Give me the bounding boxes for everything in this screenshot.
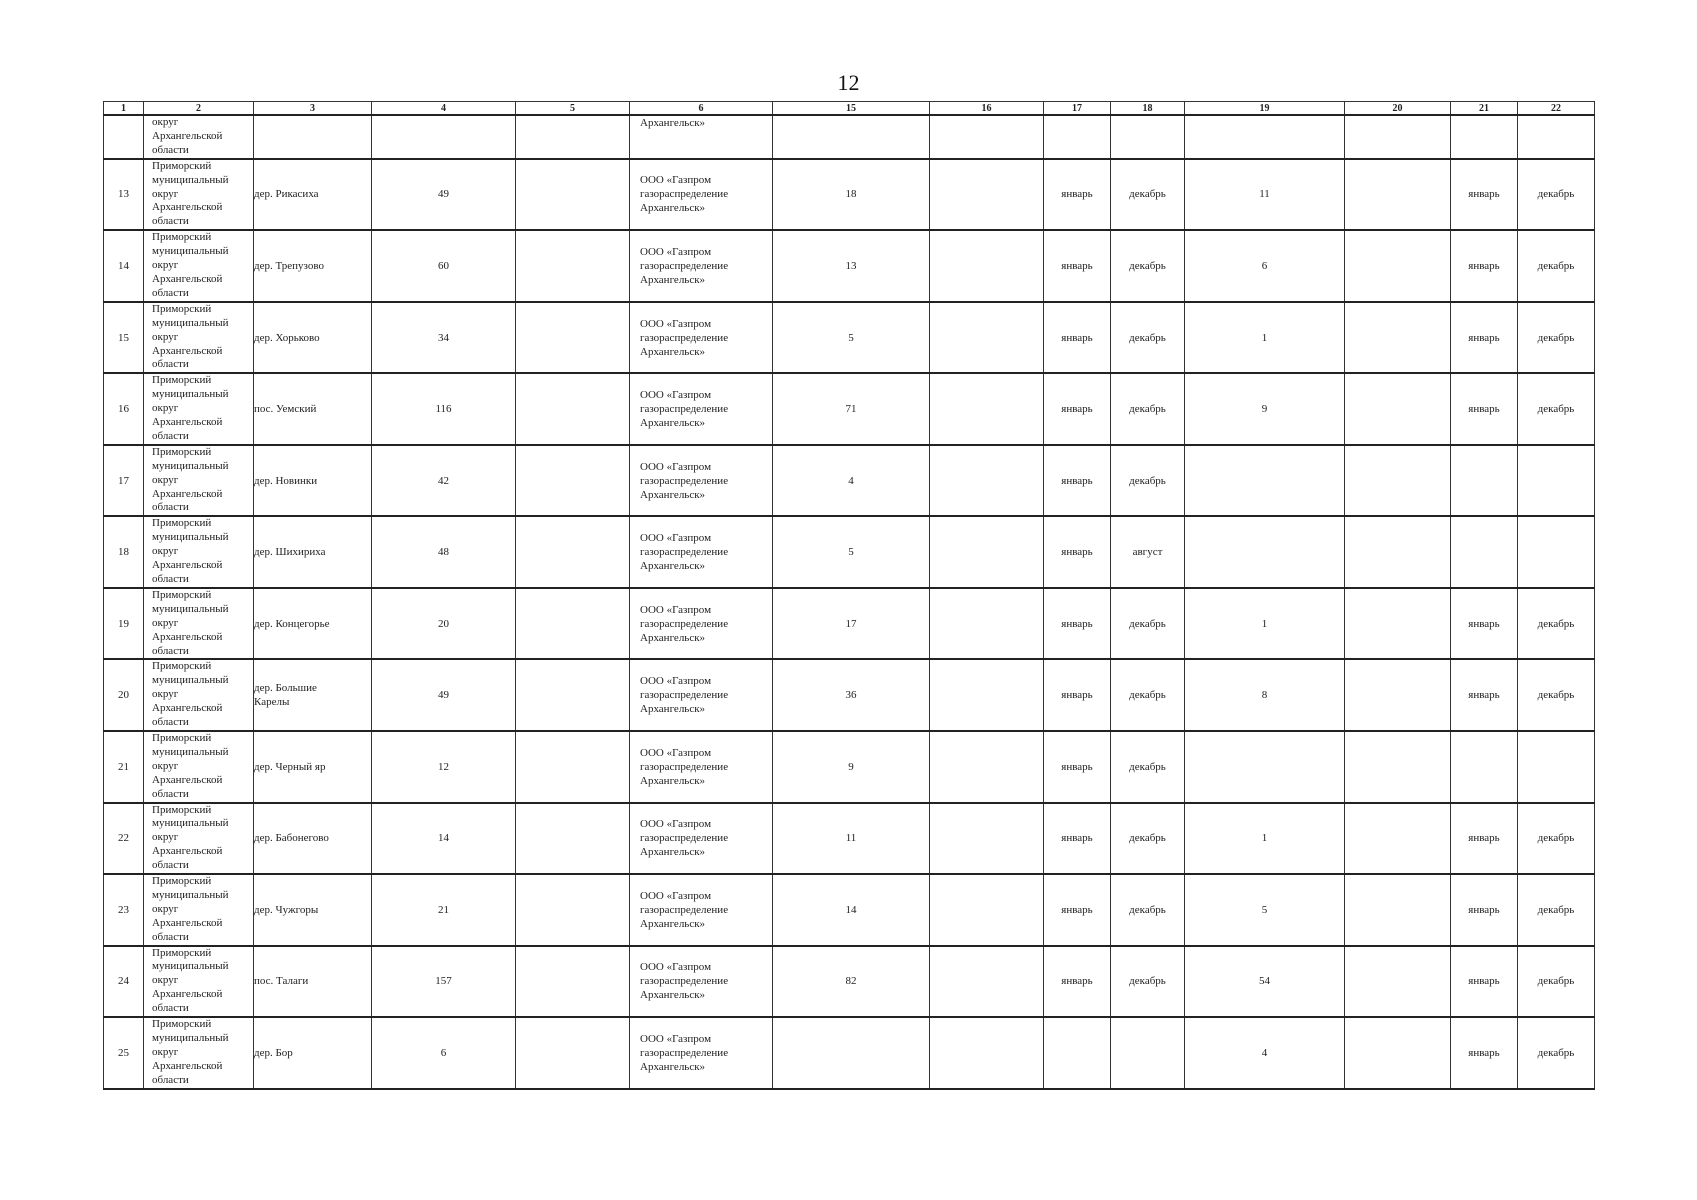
table-row [104, 946, 1595, 1018]
cell-row-number: 22 [104, 803, 144, 875]
cell-col19 [1185, 731, 1345, 803]
cell-col16 [930, 803, 1044, 875]
cell-col19: 6 [1185, 230, 1345, 302]
cell-settlement [254, 302, 372, 374]
cell-start-month: январь [1044, 874, 1111, 946]
cell-col19: 1 [1185, 803, 1345, 875]
settlement-text: дер. Чужгоры [254, 903, 319, 916]
cell-row-number: 20 [104, 659, 144, 731]
cell-col5 [516, 1017, 630, 1089]
table-row [104, 516, 1595, 588]
cell-start-month-2: январь [1451, 1017, 1518, 1089]
cell-end-month-2: декабрь [1518, 159, 1595, 231]
municipality-text: Приморский муниципальный округ Архангельской области [152, 946, 229, 1015]
organization-text: ООО «Газпром газораспределение Архангельск» [640, 746, 729, 787]
cell-row-number: 24 [104, 946, 144, 1018]
cell-col4: 157 [372, 946, 516, 1018]
cell-end-month-2: декабрь [1518, 230, 1595, 302]
cell-settlement [254, 731, 372, 803]
cell-col20 [1345, 373, 1451, 445]
municipality-text: округ Архангельской области [152, 116, 223, 156]
organization-text: ООО «Газпром газораспределение Архангельск» [640, 317, 729, 358]
cell-col4: 14 [372, 803, 516, 875]
cell-col20 [1345, 803, 1451, 875]
cell-municipality [144, 874, 254, 946]
table-row [104, 659, 1595, 731]
cell-organization [630, 803, 773, 875]
cell-empty [372, 115, 516, 159]
cell-start-month-2 [1451, 731, 1518, 803]
cell-row-number: 21 [104, 731, 144, 803]
cell-col5 [516, 588, 630, 660]
organization-text: ООО «Газпром газораспределение Архангельск» [640, 1032, 729, 1073]
cell-start-month-2: январь [1451, 302, 1518, 374]
cell-empty [930, 115, 1044, 159]
settlement-text: пос. Уемский [254, 403, 317, 416]
cell-empty [1451, 115, 1518, 159]
cell-col5 [516, 230, 630, 302]
table-row [104, 731, 1595, 803]
cell-end-month-2: декабрь [1518, 1017, 1595, 1089]
municipality-text: Приморский муниципальный округ Архангельской области [152, 302, 229, 371]
cell-municipality [144, 659, 254, 731]
cell-col20 [1345, 445, 1451, 517]
cell-col19: 9 [1185, 373, 1345, 445]
cell-organization [630, 946, 773, 1018]
cell-start-month: январь [1044, 159, 1111, 231]
cell-municipality [144, 731, 254, 803]
cell-empty [1185, 115, 1345, 159]
cell-col16 [930, 588, 1044, 660]
cell-settlement [254, 1017, 372, 1089]
cell-col20 [1345, 588, 1451, 660]
cell-start-month-2 [1451, 516, 1518, 588]
cell-col16 [930, 302, 1044, 374]
settlement-text: дер. Бабонегово [254, 832, 329, 845]
cell-end-month: декабрь [1111, 445, 1185, 517]
cell-col15: 13 [773, 230, 930, 302]
cell-end-month: декабрь [1111, 588, 1185, 660]
cell-col4: 49 [372, 159, 516, 231]
cell-end-month: декабрь [1111, 803, 1185, 875]
cell-settlement [254, 588, 372, 660]
cell-col4: 20 [372, 588, 516, 660]
cell-start-month-2 [1451, 445, 1518, 517]
cell-col15: 18 [773, 159, 930, 231]
cell-end-month: декабрь [1111, 159, 1185, 231]
cell-start-month-2: январь [1451, 230, 1518, 302]
cell-col5 [516, 874, 630, 946]
cell-municipality [144, 946, 254, 1018]
cell-municipality [144, 302, 254, 374]
table-row [104, 159, 1595, 231]
cell-col5 [516, 731, 630, 803]
cell-start-month: январь [1044, 588, 1111, 660]
cell-col16 [930, 874, 1044, 946]
cell-end-month: декабрь [1111, 230, 1185, 302]
cell-row-number: 18 [104, 516, 144, 588]
cell-col19: 4 [1185, 1017, 1345, 1089]
column-header: 16 [930, 102, 1044, 116]
cell-start-month: январь [1044, 946, 1111, 1018]
cell-col15: 11 [773, 803, 930, 875]
organization-text: ООО «Газпром газораспределение Архангельск» [640, 889, 729, 930]
cell-end-month-2 [1518, 445, 1595, 517]
cell-col15: 82 [773, 946, 930, 1018]
organization-text: ООО «Газпром газораспределение Архангельск» [640, 174, 729, 215]
municipality-text: Приморский муниципальный округ Архангельской области [152, 875, 229, 943]
municipality-text: Приморский муниципальный округ Архангельской области [152, 231, 229, 299]
municipality-text: Приморский муниципальный округ Архангельской области [152, 159, 229, 228]
cell-end-month: декабрь [1111, 659, 1185, 731]
cell-col5 [516, 302, 630, 374]
column-header: 4 [372, 102, 516, 116]
cell-col15: 4 [773, 445, 930, 517]
cell-col20 [1345, 659, 1451, 731]
cell-empty [1044, 115, 1111, 159]
cell-empty [104, 115, 144, 159]
column-header: 15 [773, 102, 930, 116]
cell-col19: 1 [1185, 588, 1345, 660]
cell-start-month-2: январь [1451, 946, 1518, 1018]
cell-settlement [254, 874, 372, 946]
table-row [104, 874, 1595, 946]
table-row [104, 373, 1595, 445]
cell-start-month: январь [1044, 230, 1111, 302]
cell-start-month-2: январь [1451, 373, 1518, 445]
cell-col15: 9 [773, 731, 930, 803]
cell-col20 [1345, 1017, 1451, 1089]
column-header: 17 [1044, 102, 1111, 116]
municipality-text: Приморский муниципальный округ Архангельской области [152, 1018, 229, 1086]
cell-col15: 71 [773, 373, 930, 445]
cell-end-month-2: декабрь [1518, 946, 1595, 1018]
organization-text: ООО «Газпром газораспределение Архангельск» [640, 961, 729, 1002]
cell-municipality [144, 373, 254, 445]
column-header: 6 [630, 102, 773, 116]
settlement-text: дер. Хорьково [254, 331, 320, 344]
table-row [104, 1017, 1595, 1089]
cell-start-month: январь [1044, 373, 1111, 445]
settlement-text: дер. Шихириха [254, 546, 326, 559]
cell-organization [630, 1017, 773, 1089]
table-row [104, 230, 1595, 302]
cell-col16 [930, 445, 1044, 517]
cell-start-month: январь [1044, 516, 1111, 588]
cell-row-number: 23 [104, 874, 144, 946]
cell-municipality [144, 588, 254, 660]
cell-end-month: декабрь [1111, 874, 1185, 946]
page-number: 12 [837, 70, 860, 95]
municipality-text: Приморский муниципальный округ Архангельской области [152, 445, 229, 514]
cell-start-month: январь [1044, 731, 1111, 803]
cell-col4: 49 [372, 659, 516, 731]
cell-col19: 11 [1185, 159, 1345, 231]
cell-col16 [930, 230, 1044, 302]
cell-end-month: август [1111, 516, 1185, 588]
cell-end-month-2 [1518, 731, 1595, 803]
column-header: 2 [144, 102, 254, 116]
cell-col16 [930, 159, 1044, 231]
cell-row-number: 17 [104, 445, 144, 517]
settlement-text: дер. Новинки [254, 474, 318, 487]
settlement-text: дер. Большие Карелы [254, 682, 317, 709]
cell-settlement [254, 159, 372, 231]
cell-col4: 116 [372, 373, 516, 445]
cell-empty [1518, 115, 1595, 159]
cell-end-month: декабрь [1111, 946, 1185, 1018]
cell-organization [630, 445, 773, 517]
cell-col4: 48 [372, 516, 516, 588]
cell-row-number: 14 [104, 230, 144, 302]
cell-col15: 36 [773, 659, 930, 731]
cell-col4: 21 [372, 874, 516, 946]
cell-col20 [1345, 516, 1451, 588]
cell-start-month-2: январь [1451, 874, 1518, 946]
cell-empty [1111, 115, 1185, 159]
organization-text: ООО «Газпром газораспределение Архангельск» [640, 675, 729, 716]
cell-start-month: январь [1044, 659, 1111, 731]
cell-start-month: январь [1044, 445, 1111, 517]
column-header: 22 [1518, 102, 1595, 116]
cell-col20 [1345, 731, 1451, 803]
cell-settlement [254, 516, 372, 588]
cell-organization [630, 588, 773, 660]
cell-settlement [254, 659, 372, 731]
cell-settlement [254, 445, 372, 517]
cell-start-month-2: январь [1451, 803, 1518, 875]
municipality-text: Приморский муниципальный округ Архангельской области [152, 588, 229, 657]
table-row [104, 803, 1595, 875]
municipality-text: Приморский муниципальный округ Архангельской области [152, 731, 229, 800]
organization-text: ООО «Газпром газораспределение Архангельск» [640, 532, 729, 573]
column-header: 19 [1185, 102, 1345, 116]
cell-col4: 42 [372, 445, 516, 517]
municipality-text: Приморский муниципальный округ Архангельской области [152, 517, 229, 585]
organization-text: ООО «Газпром газораспределение Архангельск» [640, 818, 729, 859]
cell-col4: 34 [372, 302, 516, 374]
cell-end-month: декабрь [1111, 302, 1185, 374]
cell-municipality [144, 159, 254, 231]
cell-organization [630, 874, 773, 946]
cell-col19: 8 [1185, 659, 1345, 731]
cell-settlement [254, 230, 372, 302]
cell-municipality [144, 803, 254, 875]
cell-start-month-2: январь [1451, 659, 1518, 731]
cell-row-number: 15 [104, 302, 144, 374]
cell-col19 [1185, 516, 1345, 588]
settlement-text: пос. Талаги [254, 975, 309, 988]
cell-empty [254, 115, 372, 159]
cell-end-month: декабрь [1111, 373, 1185, 445]
organization-text: ООО «Газпром газораспределение Архангельск» [640, 389, 729, 430]
cell-end-month-2: декабрь [1518, 659, 1595, 731]
cell-empty [1345, 115, 1451, 159]
cell-col20 [1345, 302, 1451, 374]
data-table [103, 101, 1595, 1090]
cell-col5 [516, 445, 630, 517]
table-row [104, 588, 1595, 660]
cell-settlement [254, 373, 372, 445]
cell-organization [630, 302, 773, 374]
cell-col16 [930, 946, 1044, 1018]
cell-col15: 5 [773, 302, 930, 374]
cell-col5 [516, 516, 630, 588]
cell-col5 [516, 659, 630, 731]
cell-municipality [144, 516, 254, 588]
table-row [104, 302, 1595, 374]
cell-col16 [930, 659, 1044, 731]
cell-municipality [144, 1017, 254, 1089]
continuation-row [104, 115, 1595, 159]
cell-end-month-2: декабрь [1518, 302, 1595, 374]
cell-col16 [930, 731, 1044, 803]
municipality-text: Приморский муниципальный округ Архангельской области [152, 660, 229, 729]
cell-start-month-2: январь [1451, 588, 1518, 660]
cell-row-number: 13 [104, 159, 144, 231]
cell-end-month: декабрь [1111, 731, 1185, 803]
cell-col16 [930, 373, 1044, 445]
organization-text: ООО «Газпром газораспределение Архангельск» [640, 460, 729, 501]
cell-end-month-2 [1518, 516, 1595, 588]
cell-col20 [1345, 874, 1451, 946]
column-header: 3 [254, 102, 372, 116]
cell-col5 [516, 803, 630, 875]
cell-start-month [1044, 1017, 1111, 1089]
cell-organization [630, 731, 773, 803]
cell-empty [773, 115, 930, 159]
cell-col15 [773, 1017, 930, 1089]
settlement-text: дер. Трепузово [254, 260, 324, 273]
organization-text: Архангельск» [640, 117, 706, 129]
cell-organization [630, 159, 773, 231]
cell-col15: 17 [773, 588, 930, 660]
column-header: 21 [1451, 102, 1518, 116]
column-header: 1 [104, 102, 144, 116]
cell-col5 [516, 373, 630, 445]
settlement-text: дер. Концегорье [254, 617, 330, 630]
cell-col5 [516, 159, 630, 231]
cell-organization [630, 230, 773, 302]
settlement-text: дер. Бор [254, 1046, 293, 1059]
municipality-text: Приморский муниципальный округ Архангельской области [152, 374, 229, 442]
cell-row-number: 19 [104, 588, 144, 660]
cell-col4: 60 [372, 230, 516, 302]
municipality-text: Приморский муниципальный округ Архангельской области [152, 803, 229, 872]
cell-col16 [930, 1017, 1044, 1089]
column-number-header-row [104, 102, 1595, 116]
cell-col19: 54 [1185, 946, 1345, 1018]
cell-end-month-2: декабрь [1518, 803, 1595, 875]
cell-col4: 6 [372, 1017, 516, 1089]
cell-municipality [144, 230, 254, 302]
cell-start-month: январь [1044, 803, 1111, 875]
cell-end-month-2: декабрь [1518, 874, 1595, 946]
cell-settlement [254, 803, 372, 875]
cell-empty [516, 115, 630, 159]
organization-text: ООО «Газпром газораспределение Архангельск» [640, 246, 729, 287]
cell-organization [630, 659, 773, 731]
cell-organization [630, 373, 773, 445]
cell-end-month-2: декабрь [1518, 588, 1595, 660]
cell-municipality [144, 115, 254, 159]
column-header: 20 [1345, 102, 1451, 116]
cell-start-month: январь [1044, 302, 1111, 374]
cell-col5 [516, 946, 630, 1018]
cell-end-month-2: декабрь [1518, 373, 1595, 445]
cell-col4: 12 [372, 731, 516, 803]
cell-organization [630, 516, 773, 588]
settlement-text: дер. Рикасиха [254, 188, 319, 201]
cell-col20 [1345, 946, 1451, 1018]
organization-text: ООО «Газпром газораспределение Архангельск» [640, 603, 729, 644]
cell-col19: 5 [1185, 874, 1345, 946]
cell-col15: 14 [773, 874, 930, 946]
cell-municipality [144, 445, 254, 517]
cell-col15: 5 [773, 516, 930, 588]
cell-row-number: 25 [104, 1017, 144, 1089]
cell-col20 [1345, 159, 1451, 231]
cell-col19: 1 [1185, 302, 1345, 374]
cell-start-month-2: январь [1451, 159, 1518, 231]
cell-organization [630, 115, 773, 159]
column-header: 18 [1111, 102, 1185, 116]
cell-col19 [1185, 445, 1345, 517]
cell-settlement [254, 946, 372, 1018]
cell-col20 [1345, 230, 1451, 302]
settlement-text: дер. Черный яр [254, 760, 326, 773]
cell-row-number: 16 [104, 373, 144, 445]
column-header: 5 [516, 102, 630, 116]
table-row [104, 445, 1595, 517]
cell-end-month [1111, 1017, 1185, 1089]
cell-col16 [930, 516, 1044, 588]
